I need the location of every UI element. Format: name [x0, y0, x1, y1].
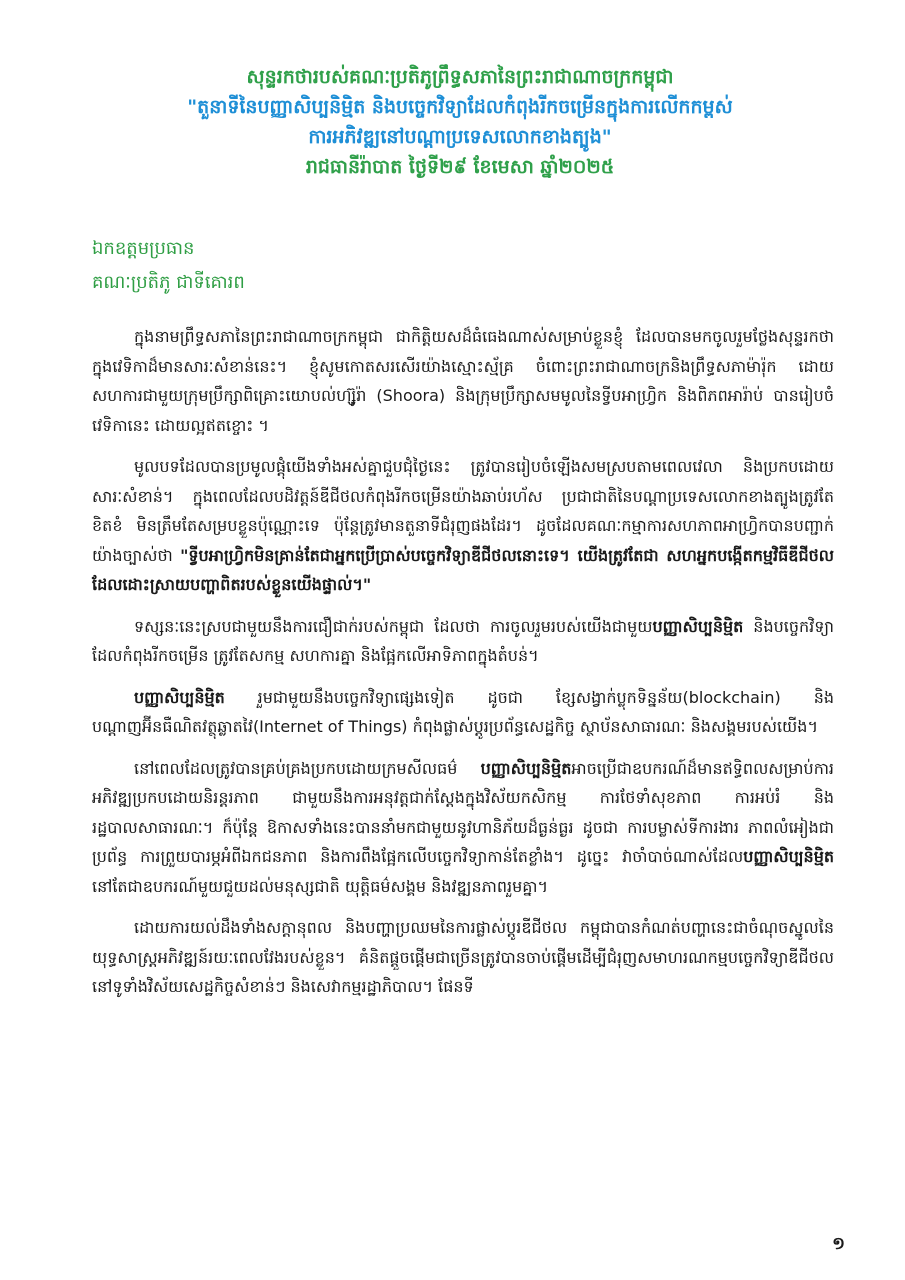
speech-body: [92, 322, 834, 1014]
title-line-3: ការអភិវឌ្ឍនៅបណ្តាប្រទេសលោកខាងត្បូង": [308, 126, 612, 148]
paragraph-5: [92, 754, 834, 902]
paragraph-5-bold-1: បញ្ញាសិប្បនិម្មិត: [480, 758, 572, 778]
title-date-line: រាជធានីរ៉ាបាត ថ្ងៃទី២៩ ខែមេសា ឆ្នាំ២០២៥: [305, 156, 615, 178]
paragraph-2-text: មូលបទដែលបានប្រមូលផ្តុំយើងទាំងអស់គ្នាជួបជុំថ្ងៃនេះ ត្រូវបានរៀបចំឡើងសមស្របតាមពេលវេលា និងប្រកបដោយសារៈសំខាន់។ ក្នុងពេលដែលបដិវត្តន៍ឌីជីថលកំពុងរីកចម្រើនយ៉ាងឆាប់រហ័ស ប្រជាជាតិនៃបណ្តាប្រទេសលោកខាងត្បូងត្រូវតែខិតខំ មិនត្រឹមតែសម្របខ្លួនប៉ុណ្ណោះទេ ប៉ុន្តែត្រូវមានតួនាទីជំរុញផងដែរ។ ដូចដែលគណៈកម្មាការសហភាពអាហ្វ្រិកបានបញ្ជាក់យ៉ាងច្បាស់ថា: [92, 457, 834, 565]
paragraph-4: [92, 683, 834, 742]
paragraph-2-quote: "ទ្វីបអាហ្វ្រិកមិនគ្រាន់តែជាអ្នកប្រើប្រាស់បច្ចេកវិទ្យាឌីជីថលនោះទេ។ យើងត្រូវតែជា សហអ្នកបង្កើតកម្មវិធីឌីជីថល ដែលដោះស្រាយបញ្ហាពិតរបស់ខ្លួនយើងផ្ទាល់។": [92, 545, 834, 594]
paragraph-6: ដោយការយល់ដឹងទាំងសក្តានុពល និងបញ្ហាប្រឈមនៃការផ្លាស់ប្តូរឌីជីថល កម្ពុជាបានកំណត់បញ្ហានេះជាចំណុចស្នូលនៃយុទ្ធសាស្ត្រអភិវឌ្ឍន៍រយៈពេលវែងរបស់ខ្លួន។ គំនិតផ្តួចផ្តើមជាច្រើនត្រូវបានចាប់ផ្តើមដើម្បីជំរុញសមាហរណកម្មបច្ចេកវិទ្យាឌីជីថលនៅទូទាំងវិស័យសេដ្ឋកិច្ចសំខាន់ៗ និងសេវាកម្មរដ្ឋាភិបាល។ ផែនទី: [92, 918, 834, 996]
paragraph-4-text: រួមជាមួយនឹងបច្ចេកវិទ្យាផ្សេងទៀត ដូចជា ខ្សែសង្វាក់ប្លុកទិន្នន័យ(blockchain) និង បណ្តាញអ៊ីនធឺណិតវត្ថុឆ្លាតវៃ(Internet of Things) កំពុងផ្លាស់ប្តូរប្រព័ន្ធសេដ្ឋកិច្ច ស្ថាប័នសាធារណៈ និងសង្គមរបស់យើង។: [92, 687, 834, 736]
paragraph-3: [92, 612, 834, 671]
paragraph-3-text-a: ទស្សនៈនេះស្របជាមួយនឹងការជឿជាក់របស់កម្ពុជា ដែលថា ការចូលរួមរបស់យើងជាមួយ: [134, 616, 653, 636]
salutation-line-2: គណៈប្រតិភូ ជាទីគោរព: [92, 272, 245, 293]
paragraph-3-bold: បញ្ញាសិប្បនិម្មិត: [652, 616, 744, 636]
paragraph-5-text-b: អាចប្រើជាឧបករណ៍ដ៏មានឥទ្ធិពលសម្រាប់ការអភិវឌ្ឍប្រកបដោយនិរន្តរភាព ជាមួយនឹងការអនុវត្តជាក់ស្តែងក្នុងវិស័យកសិកម្ម ការថែទាំសុខភាព ការអប់រំ និងរដ្ឋបាលសាធារណៈ។ ក៏ប៉ុន្តែ ឱកាសទាំងនេះបាននាំមកជាមួយនូវហានិភ័យដ៏ធ្ងន់ធ្ងរ ដូចជា ការបម្លាស់ទីការងារ ភាពលំអៀងជាប្រព័ន្ធ ការព្រួយបារម្ភអំពីឯកជនភាព និងការពឹងផ្អែកលើបច្ចេកវិទ្យាកាន់តែខ្លាំង។ ដូច្នេះ វាចាំបាច់ណាស់ដែល: [92, 758, 834, 866]
page-number: ១: [832, 1234, 845, 1254]
paragraph-5-text-c: នៅតែជាឧបករណ៍មួយជួយដល់មនុស្សជាតិ យុត្តិធម៌សង្គម និងវឌ្ឍនភាពរួមគ្នា។: [92, 876, 549, 896]
salutation: [92, 232, 245, 300]
paragraph-2: [92, 452, 834, 600]
title-line-1: សុន្ទរកថារបស់គណៈប្រតិភូព្រឹទ្ធសភានៃព្រះរាជាណាចក្រកម្ពុជា: [246, 66, 674, 88]
paragraph-5-bold-2: បញ្ញាសិប្បនិម្មិត: [743, 847, 834, 866]
paragraph-3-text-b: និងបច្ចេកវិទ្យាដែលកំពុងរីកចម្រើន ត្រូវតែសកម្ម សហការគ្នា និងផ្អែកលើអាទិភាពក្នុងតំបន់។: [92, 616, 834, 665]
speech-title-block: [90, 62, 830, 182]
paragraph-4-bold: បញ្ញាសិប្បនិម្មិត: [134, 687, 225, 707]
paragraph-5-text-a: នៅពេលដែលត្រូវបានគ្រប់គ្រងប្រកបដោយក្រមសីលធម៌: [134, 758, 481, 778]
paragraph-1: ក្នុងនាមព្រឹទ្ធសភានៃព្រះរាជាណាចក្រកម្ពុជា ជាកិត្តិយសដ៏ធំធេងណាស់សម្រាប់ខ្លួនខ្ញុំ ដែលបានមកចូលរួមថ្លែងសុន្ទរកថាក្នុងវេទិកាដ៏មានសារៈសំខាន់នេះ។ ខ្ញុំសូមកោតសរសើរយ៉ាងស្មោះស្ម័គ្រ ចំពោះព្រះរាជាណាចក្រនិងព្រឹទ្ធសភាម៉ារ៉ុក ដោយសហការជាមួយក្រុមប្រឹក្សាពិគ្រោះយោបល់ហ្ស៊ូរ៉ា (Shoora) និងក្រុមប្រឹក្សាសមមូលនៃទ្វីបអាហ្វ្រិក និងពិភពអារ៉ាប់ បានរៀបចំវេទិកានេះ ដោយល្អឥតខ្ចោះ ។: [92, 327, 834, 435]
title-line-2: "តួនាទីនៃបញ្ញាសិប្បនិម្មិត និងបច្ចេកវិទ្យាដែលកំពុងរីកចម្រើនក្នុងការលើកកម្ពស់: [187, 96, 733, 118]
salutation-line-1: ឯកឧត្តមប្រធាន: [92, 238, 195, 259]
